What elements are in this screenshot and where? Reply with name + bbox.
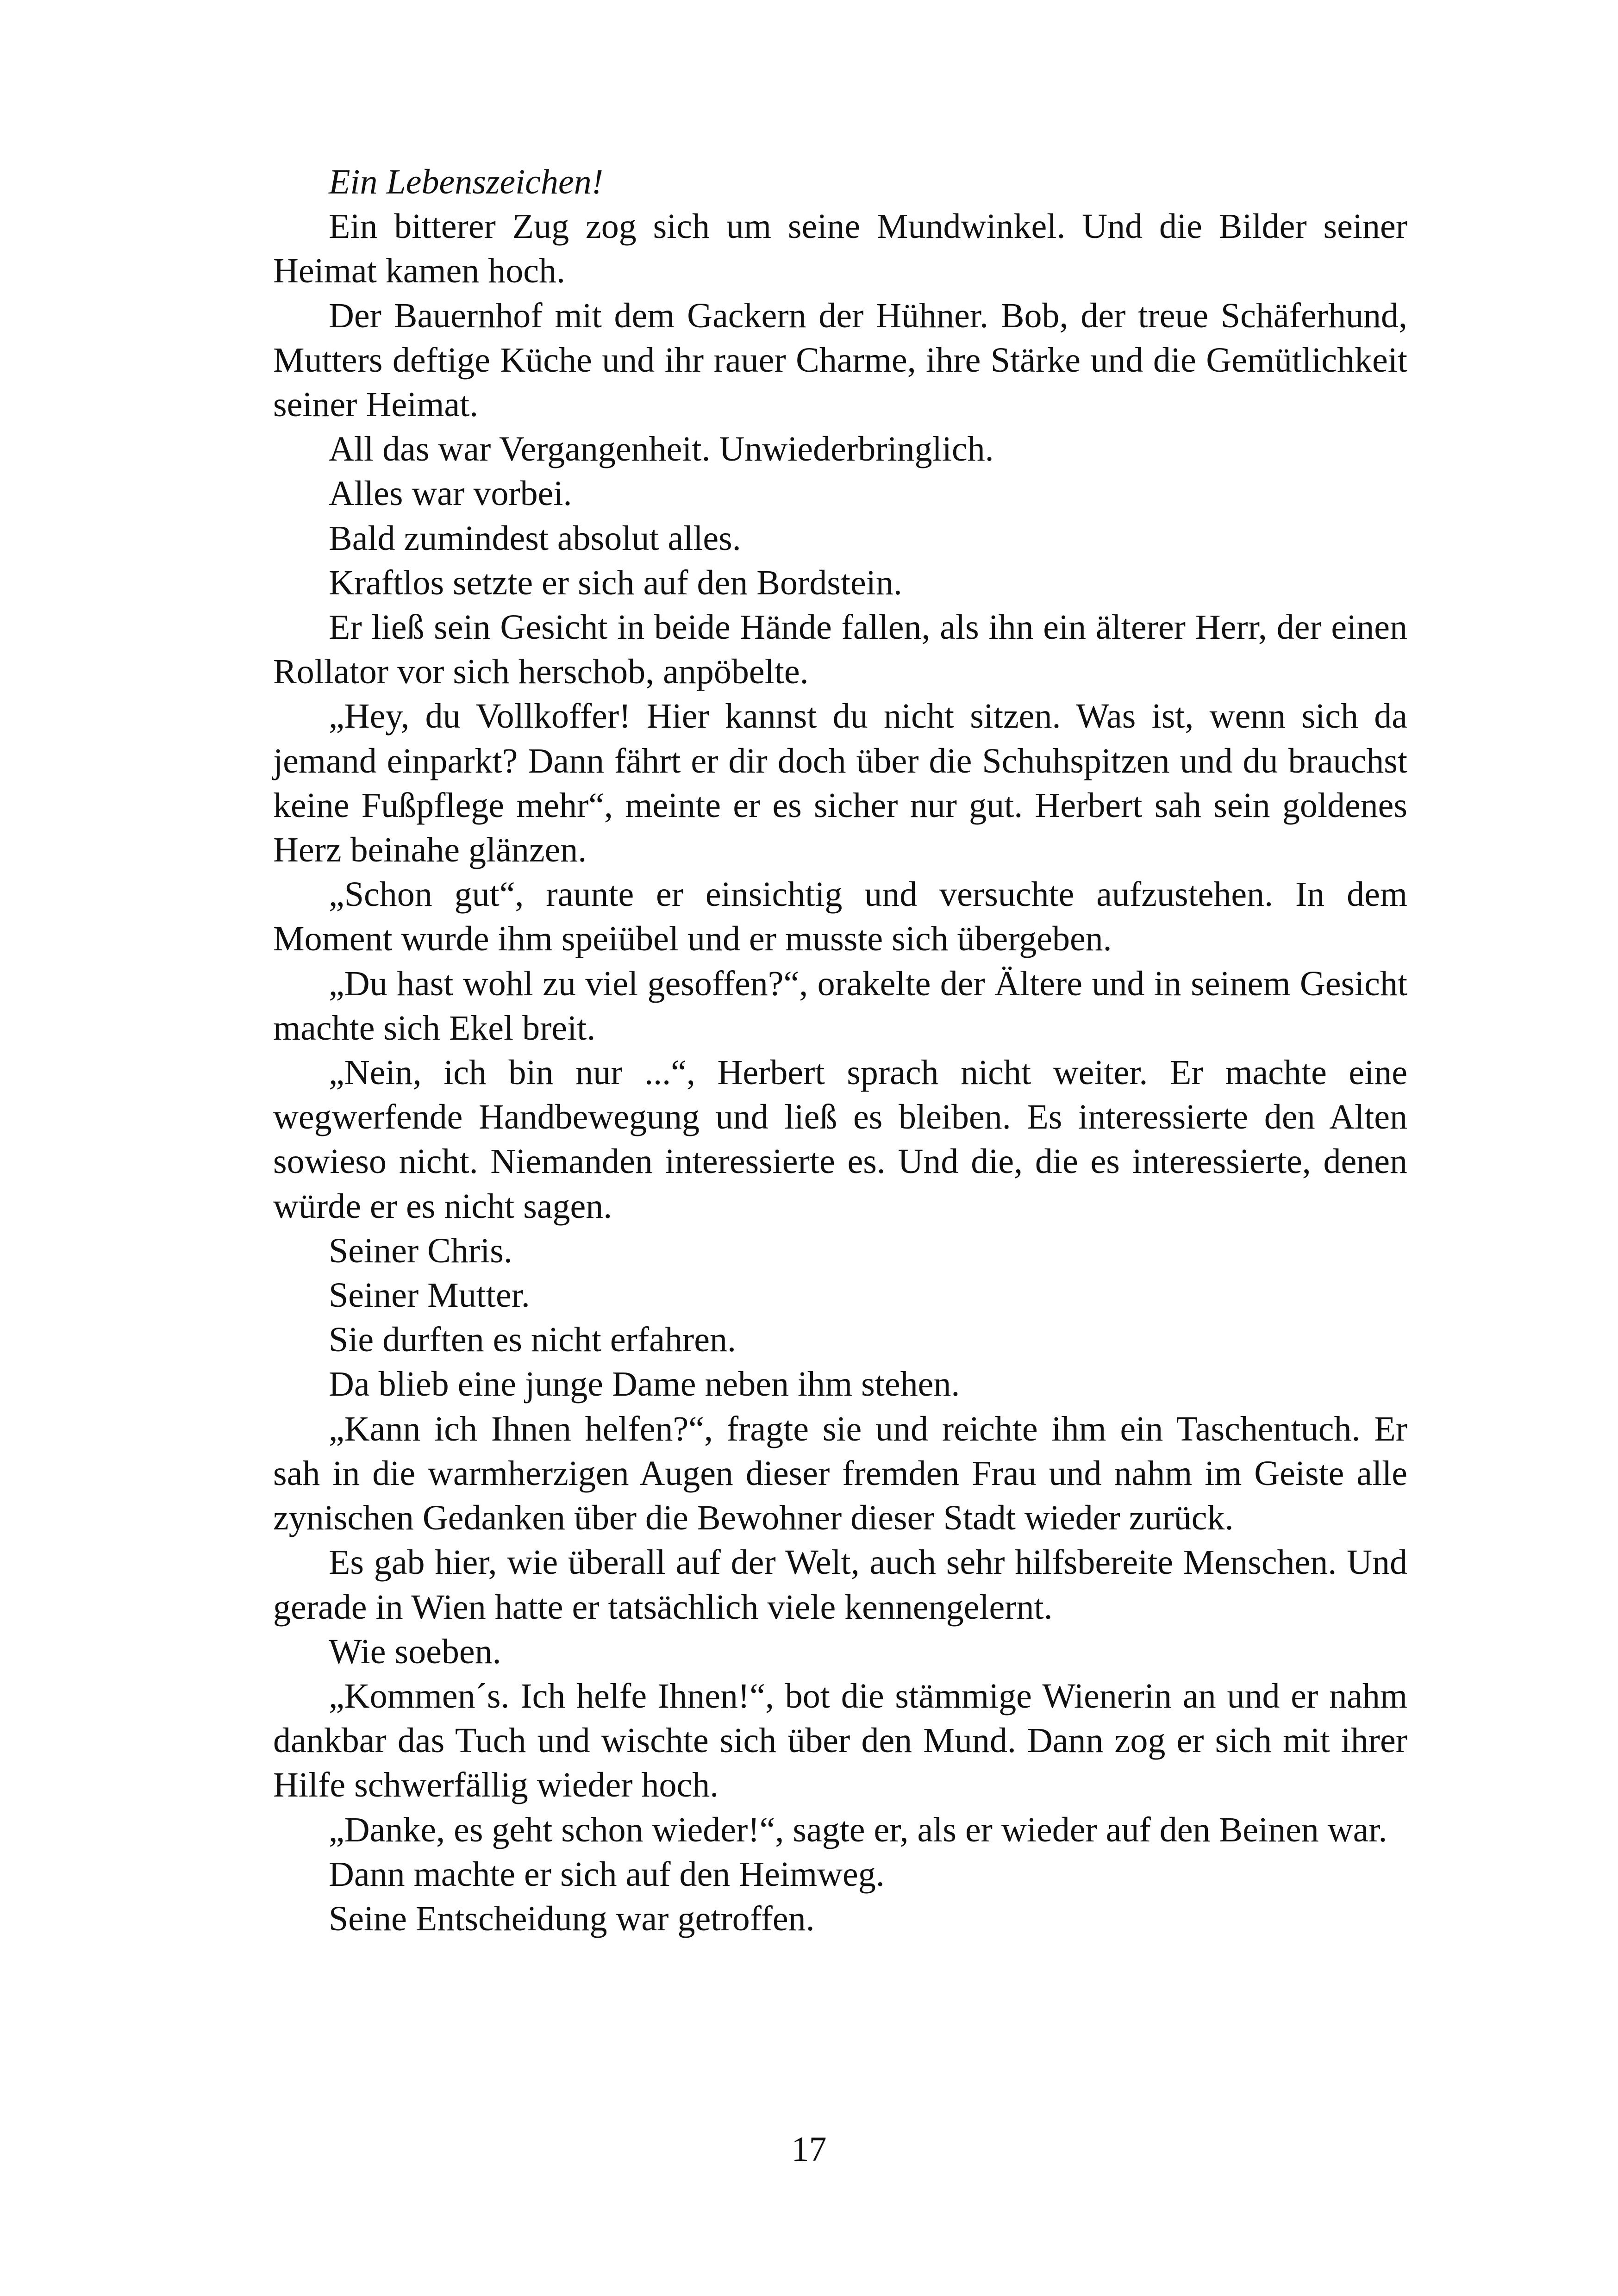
paragraph: Es gab hier, wie überall auf der Welt, auch sehr hilfsbereite Menschen. Und gerade in Wien hatte er tatsächlich viele kennengelernt. [273,1543,1407,1627]
paragraph: All das war Vergangenheit. Unwiederbringlich. [329,430,994,469]
paragraph: „Kommen´s. Ich helfe Ihnen!“, bot die stämmige Wienerin an und er nahm dankbar das Tuch und wischte sich über den Mund. Dann zog er sich mit ihrer Hilfe schwerfällig wieder hoch. [273,1676,1407,1805]
paragraph: Seine Entscheidung war getroffen. [329,1899,815,1938]
paragraph: Kraftlos setzte er sich auf den Bordstein. [329,563,902,602]
paragraph: Ein bitterer Zug zog sich um seine Mundwinkel. Und die Bilder seiner Heimat kamen hoch. [273,207,1407,291]
paragraph: „Du hast wohl zu viel gesoffen?“, orakelte der Ältere und in seinem Gesicht machte sich Ekel breit. [273,964,1407,1048]
paragraph: Wie soeben. [329,1632,501,1671]
paragraph: „Kann ich Ihnen helfen?“, fragte sie und reichte ihm ein Taschentuch. Er sah in die warmherzigen Augen dieser fremden Frau und nahm im Geiste alle zynischen Gedanken über die Bewohner dieser Stadt wieder zurück. [273,1409,1407,1538]
paragraph: Alles war vorbei. [329,474,572,513]
paragraph: Dann machte er sich auf den Heimweg. [329,1854,885,1894]
paragraph: „Danke, es geht schon wieder!“, sagte er, als er wieder auf den Beinen war. [329,1810,1387,1849]
paragraph: „Nein, ich bin nur ...“, Herbert sprach nicht weiter. Er machte eine wegwerfende Handbewegung und ließ es bleiben. Es interessierte den Alten sowieso nicht. Niemanden interessierte es. Und die, die es interessierte, denen würde er es nicht sagen. [273,1053,1407,1226]
paragraph: Der Bauernhof mit dem Gackern der Hühner. Bob, der treue Schäferhund, Mutters deftige Küche und ihr rauer Charme, ihre Stärke und die Gemütlichkeit seiner Heimat. [273,296,1407,424]
paragraph: „Schon gut“, raunte er einsichtig und versuchte aufzustehen. In dem Moment wurde ihm speiübel und er musste sich übergeben. [273,875,1407,959]
paragraph: Ein Lebenszeichen! [329,162,604,201]
paragraph: Sie durften es nicht erfahren. [329,1320,736,1360]
paragraph: Seiner Chris. [329,1231,512,1270]
body-text [273,160,1407,1941]
paragraph: Seiner Mutter. [329,1276,530,1315]
paragraph: Er ließ sein Gesicht in beide Hände fallen, als ihn ein älterer Herr, der einen Rollator vor sich herschob, anpöbelte. [273,608,1407,692]
paragraph: „Hey, du Vollkoffer! Hier kannst du nicht sitzen. Was ist, wenn sich da jemand einparkt? Dann fährt er dir doch über die Schuhspitzen und du brauchst keine Fußpflege mehr“, meinte er es sicher nur gut. Herbert sah sein goldenes Herz beinahe glänzen. [273,697,1407,870]
paragraph: Da blieb eine junge Dame neben ihm stehen. [329,1365,960,1404]
page-number: 17 [791,2130,827,2169]
paragraph: Bald zumindest absolut alles. [329,518,741,558]
